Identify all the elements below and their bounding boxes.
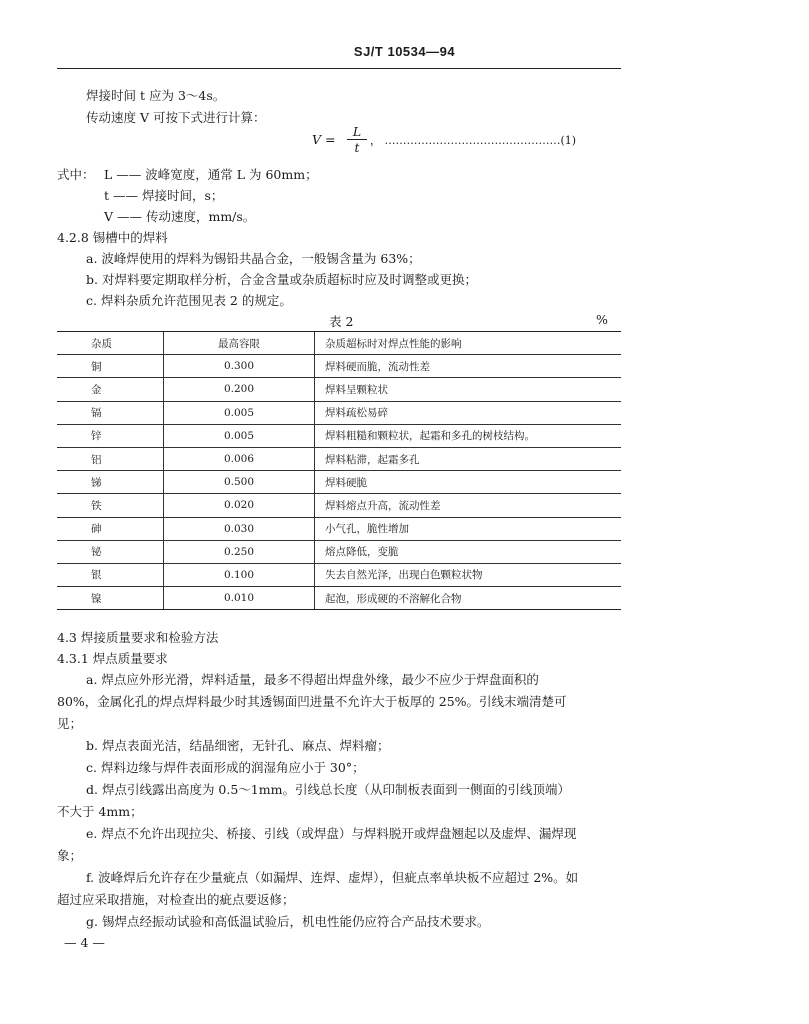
table-cell: 镍 bbox=[57, 587, 164, 610]
table-cell: 失去自然光泽，出现白色颗粒状物 bbox=[315, 563, 622, 586]
text-line: 80%，金属化孔的焊点焊料最少时其透锡面凹进量不允许大于板厚的 25%。引线末端清楚可 bbox=[57, 694, 567, 709]
table-cell: 铁 bbox=[57, 494, 164, 517]
table-header-cell: 最高容限 bbox=[164, 332, 315, 355]
table-cell: 0.200 bbox=[164, 378, 315, 401]
table-cell: 0.020 bbox=[164, 494, 315, 517]
table-cell: 焊料熔点升高，流动性差 bbox=[315, 494, 622, 517]
table-cell: 银 bbox=[57, 563, 164, 586]
table-cell: 焊料粗糙和颗粒状，起霜和多孔的树枝结构。 bbox=[315, 424, 622, 447]
table-cell: 焊料硬而脆，流动性差 bbox=[315, 355, 622, 378]
table-row bbox=[57, 517, 621, 540]
text-line: 象； bbox=[57, 848, 83, 863]
text-line: g. 锡焊点经振动试验和高低温试验后，机电性能仍应符合产品技术要求。 bbox=[86, 914, 490, 929]
text-line: 见； bbox=[57, 716, 83, 731]
table-row bbox=[57, 494, 621, 517]
text-line: 传动速度 V 可按下式进行计算： bbox=[86, 110, 266, 125]
table-row bbox=[57, 447, 621, 470]
table-row bbox=[57, 355, 621, 378]
list-item: a. 波峰焊使用的焊料为锡铅共晶合金，一般锡含量为 63%； bbox=[86, 251, 421, 266]
formula-lhs: V = bbox=[312, 132, 336, 147]
table-cell: 0.010 bbox=[164, 587, 315, 610]
table-cell: 小气孔，脆性增加 bbox=[315, 517, 622, 540]
table-cell: 铝 bbox=[57, 447, 164, 470]
text-line: d. 焊点引线露出高度为 0.5～1mm。引线总长度（从印制板表面到一侧面的引线顶端） bbox=[86, 782, 570, 797]
formula-numerator: L bbox=[347, 124, 367, 140]
header-rule bbox=[57, 68, 621, 69]
impurity-table bbox=[57, 331, 621, 610]
table-cell: 锑 bbox=[57, 471, 164, 494]
text-line: a. 焊点应外形光滑，焊料适量，最多不得超出焊盘外缘，最少不应少于焊盘面积的 bbox=[86, 672, 539, 687]
table-caption: 表 2 bbox=[329, 314, 354, 329]
section-title-4-2-8: 4.2.8 锡槽中的焊料 bbox=[57, 230, 168, 245]
text-line: 不大于 4mm； bbox=[57, 804, 143, 819]
table-cell: 锌 bbox=[57, 424, 164, 447]
table-cell: 0.005 bbox=[164, 424, 315, 447]
section-title-4-3: 4.3 焊接质量要求和检验方法 bbox=[57, 630, 219, 645]
table-cell: 焊料硬脆 bbox=[315, 471, 622, 494]
table-cell: 焊料粘滞，起霜多孔 bbox=[315, 447, 622, 470]
table-cell: 砷 bbox=[57, 517, 164, 540]
table-row bbox=[57, 587, 621, 610]
section-title-4-3-1: 4.3.1 焊点质量要求 bbox=[57, 651, 168, 666]
table-header-row bbox=[57, 332, 621, 355]
table-cell: 镉 bbox=[57, 401, 164, 424]
table-row bbox=[57, 401, 621, 424]
where-item: t —— 焊接时间，s； bbox=[104, 188, 224, 203]
table-row bbox=[57, 540, 621, 563]
table-unit: % bbox=[596, 312, 608, 327]
text-line: e. 焊点不允许出现拉尖、桥接、引线（或焊盘）与焊料脱开或焊盘翘起以及虚焊、漏焊现 bbox=[86, 826, 577, 841]
list-item: c. 焊料杂质允许范围见表 2 的规定。 bbox=[86, 293, 292, 308]
where-item: L —— 波峰宽度，通常 L 为 60mm； bbox=[104, 167, 318, 182]
table-cell: 0.100 bbox=[164, 563, 315, 586]
table-row bbox=[57, 424, 621, 447]
where-item: V —— 传动速度，mm/s。 bbox=[104, 209, 256, 224]
text-line: 焊接时间 t 应为 3～4s。 bbox=[86, 88, 226, 103]
table-cell: 铜 bbox=[57, 355, 164, 378]
table-cell: 0.500 bbox=[164, 471, 315, 494]
text-line: b. 焊点表面光洁，结晶细密，无针孔、麻点、焊料瘤； bbox=[86, 738, 390, 753]
table-cell: 0.005 bbox=[164, 401, 315, 424]
table-cell: 铋 bbox=[57, 540, 164, 563]
text-line: 超过应采取措施，对检查出的疵点要返修； bbox=[57, 892, 295, 907]
formula-equation-number: ， …………………………………………(1) bbox=[370, 134, 577, 147]
table-header-cell: 杂质超标时对焊点性能的影响 bbox=[315, 332, 622, 355]
formula-fraction bbox=[347, 124, 367, 155]
table-row bbox=[57, 471, 621, 494]
where-label: 式中： bbox=[57, 167, 95, 182]
table-cell: 0.250 bbox=[164, 540, 315, 563]
table-cell: 焊料疏松易碎 bbox=[315, 401, 622, 424]
table-row bbox=[57, 563, 621, 586]
formula-denominator: t bbox=[354, 140, 360, 155]
table-row bbox=[57, 378, 621, 401]
table-cell: 起泡，形成硬的不溶解化合物 bbox=[315, 587, 622, 610]
table-cell: 0.006 bbox=[164, 447, 315, 470]
table-cell: 熔点降低，变脆 bbox=[315, 540, 622, 563]
text-line: f. 波峰焊后允许存在少量疵点（如漏焊、连焊、虚焊），但疵点率单块板不应超过 2%。如 bbox=[86, 870, 579, 885]
page-header-standard-code: SJ/T 10534—94 bbox=[353, 44, 456, 59]
table-header-cell: 杂质 bbox=[57, 332, 164, 355]
table-cell: 0.030 bbox=[164, 517, 315, 540]
text-line: c. 焊料边缘与焊件表面形成的润湿角应小于 30°； bbox=[86, 760, 365, 775]
list-item: b. 对焊料要定期取样分析，合金含量或杂质超标时应及时调整或更换； bbox=[86, 272, 477, 287]
page-number: — 4 — bbox=[64, 935, 105, 950]
table-cell: 焊料呈颗粒状 bbox=[315, 378, 622, 401]
table-cell: 金 bbox=[57, 378, 164, 401]
table-cell: 0.300 bbox=[164, 355, 315, 378]
